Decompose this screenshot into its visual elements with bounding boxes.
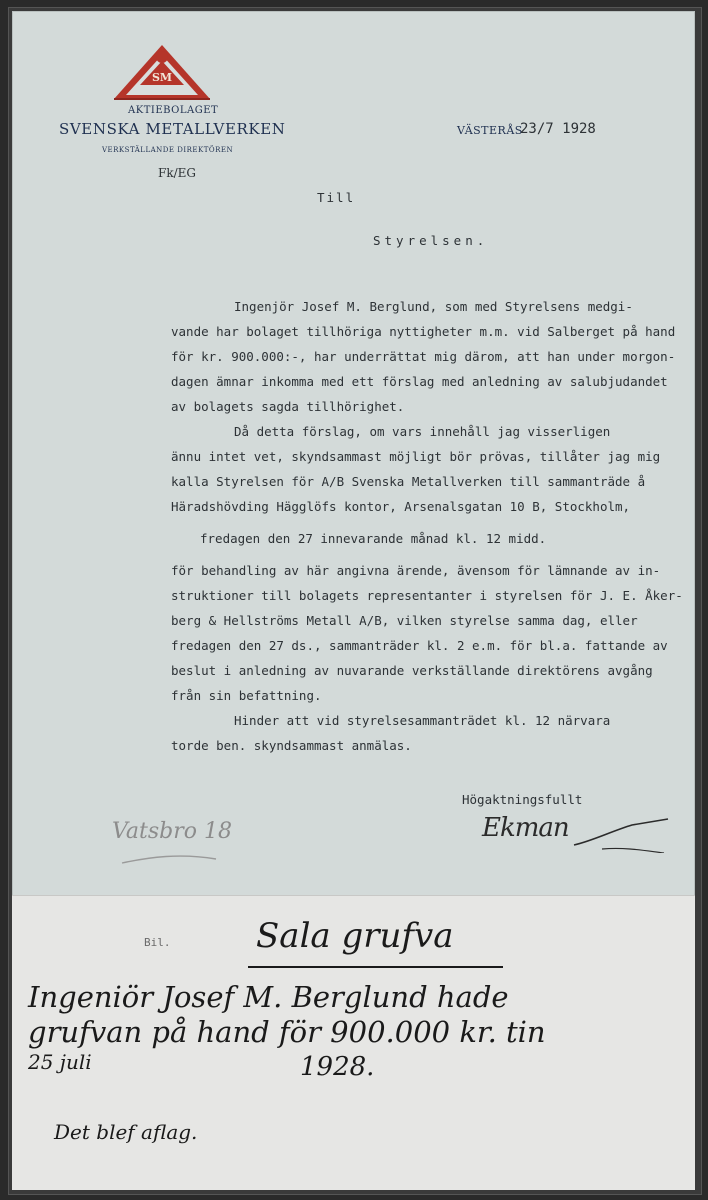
- note-line: 25 juli: [28, 1050, 92, 1074]
- body-line: berg & Hellströms Metall A/B, vilken styrelse samma dag, eller: [171, 613, 638, 628]
- body-line: från sin befattning.: [171, 688, 322, 703]
- company-prefix: AKTIEBOLAGET: [128, 105, 219, 116]
- logo-initials: SM: [151, 71, 173, 84]
- note-year: 1928.: [300, 1052, 375, 1082]
- letter-sheet: [12, 11, 695, 899]
- recipient: Styrelsen.: [373, 233, 489, 248]
- body-line: torde ben. skyndsammast anmälas.: [171, 738, 412, 753]
- place-name: VÄSTERÅS: [457, 124, 523, 137]
- signature-flourish: [572, 813, 672, 853]
- note-line: grufvan på hand för 900.000 kr. tin: [28, 1015, 546, 1049]
- body-line: Ingenjör Josef M. Berglund, som med Styrelsens medgi-: [234, 299, 633, 314]
- closing: Högaktningsfullt: [462, 792, 583, 807]
- body-line: av bolagets sagda tillhörighet.: [171, 399, 405, 414]
- body-line: Då detta förslag, om vars innehåll jag visserligen: [234, 424, 611, 439]
- body-line: för behandling av här angivna ärende, ävensom för lämnande av in-: [171, 563, 661, 578]
- body-line: kalla Styrelsen för A/B Svenska Metallverken till sammanträde å: [171, 474, 646, 489]
- body-line: beslut i anledning av nuvarande verkställande direktörens avgång: [171, 663, 653, 678]
- reference-code: Fk/EG: [158, 166, 196, 180]
- pencil-underline: [120, 847, 220, 869]
- signature: Ekman: [482, 813, 569, 843]
- body-line: Hinder att vid styrelsesammanträdet kl. 12 närvara: [234, 713, 611, 728]
- attachment-label: Bil.: [144, 936, 171, 949]
- body-line: Häradshövding Hägglöfs kontor, Arsenalsgatan 10 B, Stockholm,: [171, 499, 631, 514]
- letter-date: 23/7 1928: [520, 121, 596, 137]
- body-line: struktioner till bolagets representanter i styrelsen för J. E. Åker-: [171, 588, 683, 603]
- body-line: vande har bolaget tillhöriga nyttigheter m.m. vid Salberget på hand: [171, 324, 676, 339]
- salutation: Till: [317, 190, 356, 205]
- department-label: VERKSTÄLLANDE DIREKTÖREN: [102, 146, 234, 154]
- attachment-title: Sala grufva: [256, 916, 454, 956]
- title-underline: [248, 966, 503, 968]
- company-logo: [112, 43, 212, 101]
- body-line: ännu intet vet, skyndsammast möjligt bör prövas, tillåter jag mig: [171, 449, 661, 464]
- body-line: dagen ämnar inkomma med ett förslag med anledning av salubjudandet: [171, 374, 668, 389]
- body-line: fredagen den 27 innevarande månad kl. 12 midd.: [200, 531, 547, 546]
- company-name: SVENSKA METALLVERKEN: [59, 120, 286, 138]
- note-footer: Det blef aflag.: [54, 1120, 198, 1144]
- pencil-note: Vatsbro 18: [112, 819, 232, 844]
- note-line: Ingeniör Josef M. Berglund hade: [28, 980, 509, 1014]
- body-line: för kr. 900.000:-, har underrättat mig därom, att han under morgon-: [171, 349, 676, 364]
- attachment-note: [12, 895, 695, 1190]
- body-line: fredagen den 27 ds., sammanträder kl. 2 e.m. för bl.a. fattande av: [171, 638, 668, 653]
